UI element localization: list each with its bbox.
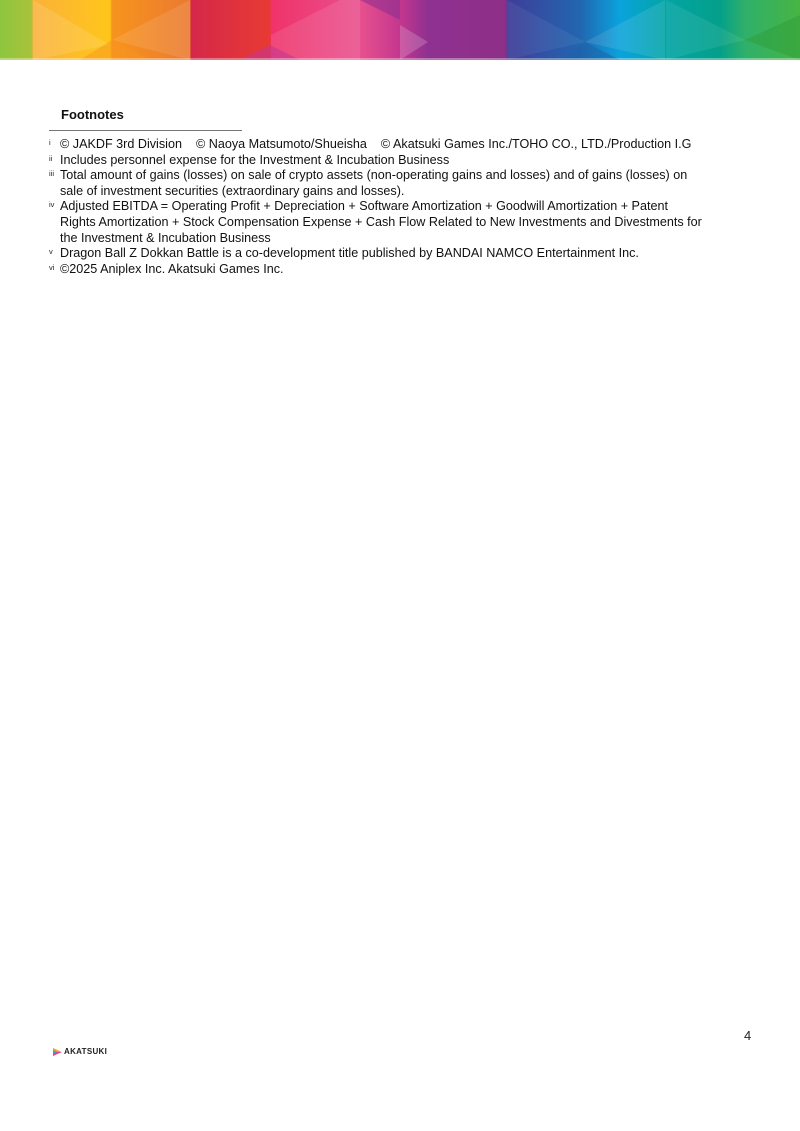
- footnotes-divider: [49, 130, 242, 131]
- header-color-banner: [0, 0, 800, 60]
- footnote-marker: ii: [49, 153, 53, 163]
- footnote-vi: [49, 262, 769, 278]
- footnotes-heading: Footnotes: [61, 107, 124, 122]
- akatsuki-logo: [53, 1047, 107, 1056]
- footnote-text: Total amount of gains (losses) on sale of crypto assets (non-operating gains and losses) and of gains (losses) on: [60, 168, 688, 183]
- footnote-v: [49, 246, 769, 262]
- footnote-text: Includes personnel expense for the Investment & Incubation Business: [60, 152, 450, 167]
- footnote-marker: vi: [49, 262, 55, 272]
- footnote-text: Rights Amortization + Stock Compensation Expense + Cash Flow Related to New Investments and Divestments for: [60, 214, 702, 229]
- footnote-iii: [49, 168, 769, 199]
- footnote-iv: [49, 199, 769, 246]
- footnote-text: © JAKDF 3rd Division © Naoya Matsumoto/Shueisha © Akatsuki Games Inc./TOHO CO., LTD./Production I.G: [60, 137, 692, 151]
- footnote-text: ©2025 Aniplex Inc. Akatsuki Games Inc.: [60, 261, 284, 276]
- footnote-text: the Investment & Incubation Business: [60, 230, 271, 245]
- logo-wordmark: AKATSUKI: [64, 1047, 108, 1056]
- footnote-marker: iv: [49, 200, 55, 210]
- footnote-text: Dragon Ball Z Dokkan Battle is a co-development title published by BANDAI NAMCO Entertainment Inc.: [60, 246, 639, 261]
- footnote-marker: v: [49, 247, 53, 257]
- footnote-i: [49, 137, 769, 153]
- footnote-marker: iii: [49, 169, 54, 179]
- footnote-ii: [49, 153, 769, 169]
- footnote-text: Adjusted EBITDA = Operating Profit + Depreciation + Software Amortization + Goodwill Amortization + Patent: [60, 199, 668, 214]
- logo-arrow-icon: [53, 1048, 62, 1056]
- banner-edge: [0, 58, 800, 60]
- footnotes-list: [49, 137, 769, 277]
- page-number: 4: [744, 1028, 752, 1043]
- footnote-text: sale of investment securities (extraordinary gains and losses).: [60, 183, 405, 198]
- footnote-marker: i: [49, 138, 51, 147]
- banner-triangle-pattern: [0, 0, 800, 60]
